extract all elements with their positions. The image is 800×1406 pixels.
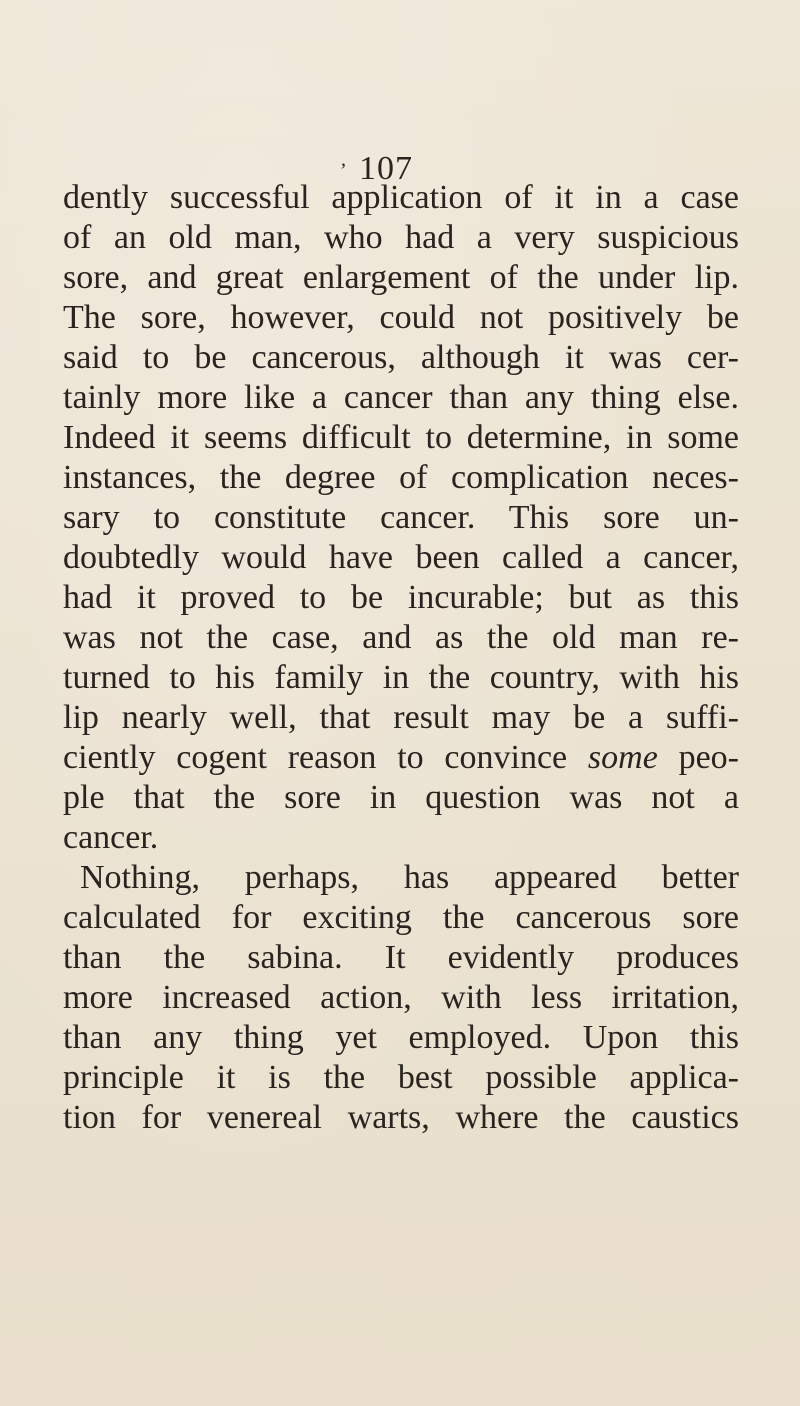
text-line: sary to constitute cancer. This sore un- bbox=[63, 499, 739, 536]
text-line: ciently cogent reason to convince some peo- bbox=[63, 739, 739, 776]
text-line: instances, the degree of complication neces- bbox=[63, 459, 739, 496]
text-line: turned to his family in the country, with his bbox=[63, 659, 739, 696]
text-line: Indeed it seems difficult to determine, in some bbox=[63, 419, 739, 456]
text-line: cancer. bbox=[63, 819, 159, 856]
text-line: calculated for exciting the cancerous sore bbox=[63, 899, 739, 936]
text-line: tainly more like a cancer than any thing else. bbox=[63, 379, 739, 416]
page-number: 107 bbox=[359, 150, 413, 187]
page-mark: ʼ bbox=[340, 160, 347, 182]
text-line: of an old man, who had a very suspicious bbox=[63, 219, 739, 256]
text-line: than the sabina. It evidently produces bbox=[63, 939, 739, 976]
text-line: was not the case, and as the old man re- bbox=[63, 619, 739, 656]
text-line: dently successful application of it in a case bbox=[63, 179, 739, 216]
text-line: sore, and great enlargement of the under lip. bbox=[63, 259, 739, 296]
italic-word: some bbox=[587, 739, 658, 776]
text-line: principle it is the best possible applica- bbox=[63, 1059, 739, 1096]
text-line: lip nearly well, that result may be a suffi- bbox=[63, 699, 739, 736]
text-line: more increased action, with less irritation, bbox=[63, 979, 739, 1016]
text-line: The sore, however, could not positively be bbox=[63, 299, 739, 336]
text-line: had it proved to be incurable; but as this bbox=[63, 579, 739, 616]
text-line: ple that the sore in question was not a bbox=[63, 779, 739, 816]
text-line: than any thing yet employed. Upon this bbox=[63, 1019, 739, 1056]
text-line: Nothing, perhaps, has appeared better bbox=[80, 859, 739, 896]
text-line: said to be cancerous, although it was cer- bbox=[63, 339, 739, 376]
text-line: doubtedly would have been called a cancer, bbox=[63, 539, 739, 576]
text-line: tion for venereal warts, where the caustics bbox=[63, 1099, 739, 1136]
